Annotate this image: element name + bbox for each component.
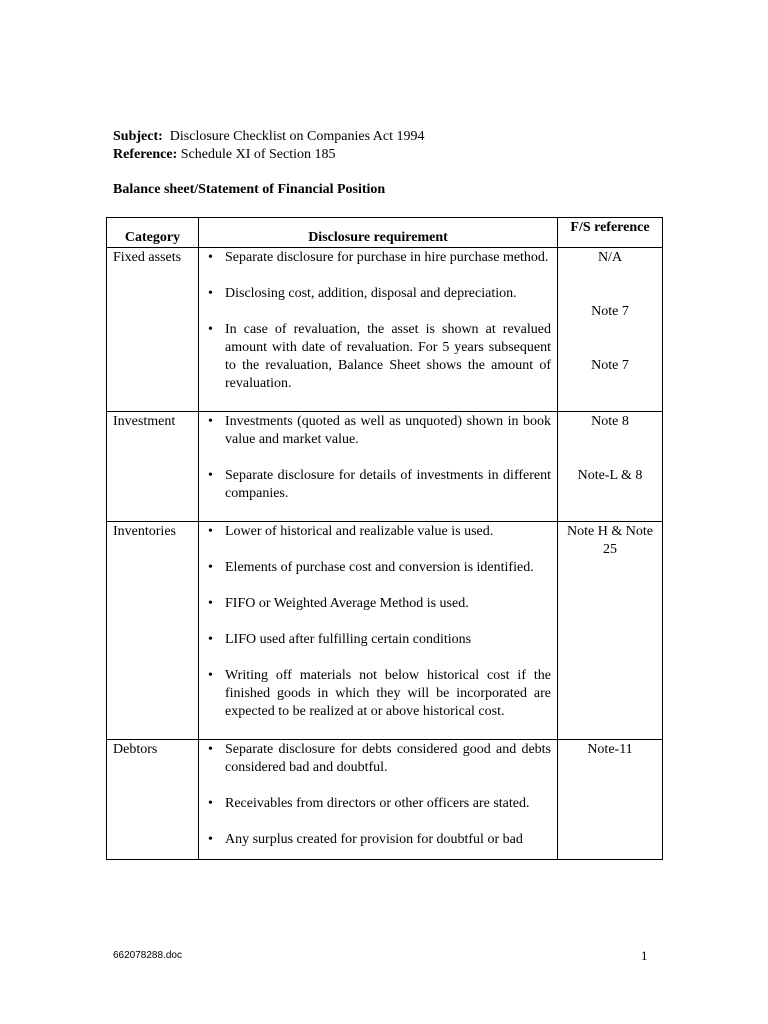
- category-cell: Inventories: [107, 522, 199, 740]
- column-header-category: Category: [107, 218, 199, 248]
- requirement-item: • Lower of historical and realizable value is used.: [208, 523, 551, 541]
- reference-cell: [558, 522, 663, 740]
- table-row: [107, 412, 663, 522]
- requirement-item: • Receivables from directors or other officers are stated.: [208, 795, 551, 813]
- fs-reference: Note H & Note 25: [567, 524, 653, 557]
- category-cell: Investment: [107, 412, 199, 522]
- fs-reference: Note 8: [591, 414, 629, 429]
- table-header-row: [107, 218, 663, 248]
- table-row: [107, 248, 663, 412]
- table-row: [107, 522, 663, 740]
- subject-value: Disclosure Checklist on Companies Act 1994: [169, 129, 425, 144]
- fs-reference: Note-11: [587, 742, 633, 757]
- requirement-item: • Investments (quoted as well as unquoted) shown in book value and market value.: [208, 413, 551, 449]
- footer-filename: 662078288.doc: [113, 950, 182, 961]
- requirement-item: • LIFO used after fulfilling certain conditions: [208, 631, 551, 649]
- fs-reference: Note 7: [591, 304, 629, 319]
- reference-value: Schedule XI of Section 185: [180, 147, 336, 162]
- table-row: [107, 740, 663, 860]
- requirement-item: • FIFO or Weighted Average Method is used.: [208, 595, 551, 613]
- reference-cell: [558, 248, 663, 412]
- subject-label: Subject:: [113, 129, 163, 144]
- requirement-item: • Disclosing cost, addition, disposal and depreciation.: [208, 285, 551, 303]
- document-header: [113, 128, 424, 164]
- requirement-item: • Separate disclosure for details of investments in different companies.: [208, 467, 551, 503]
- requirement-item: • Separate disclosure for purchase in hire purchase method.: [208, 249, 551, 267]
- requirement-cell: [199, 740, 558, 860]
- requirement-item: • Any surplus created for provision for doubtful or bad: [208, 831, 551, 849]
- fs-reference: N/A: [597, 250, 623, 265]
- reference-label: Reference:: [113, 147, 178, 162]
- category-cell: Fixed assets: [107, 248, 199, 412]
- requirement-item: • Separate disclosure for debts considered good and debts considered bad and doubtful.: [208, 741, 551, 777]
- requirement-item: • Elements of purchase cost and conversion is identified.: [208, 559, 551, 577]
- subject-line: [113, 128, 424, 146]
- requirement-item: • In case of revaluation, the asset is shown at revalued amount with date of revaluation. For 5 years subsequent to the revaluation, Balance Sheet shows the amount of revaluation.: [208, 321, 551, 393]
- column-header-fs-reference: F/S reference: [558, 218, 663, 248]
- fs-reference: Note-L & 8: [577, 468, 643, 483]
- page-number: 1: [641, 948, 648, 963]
- requirement-cell: [199, 522, 558, 740]
- reference-cell: [558, 412, 663, 522]
- requirement-cell: [199, 248, 558, 412]
- section-title: Balance sheet/Statement of Financial Position: [113, 182, 386, 197]
- disclosure-table: [106, 217, 663, 860]
- reference-line: [113, 146, 424, 164]
- column-header-requirement: Disclosure requirement: [199, 218, 558, 248]
- requirement-cell: [199, 412, 558, 522]
- reference-cell: [558, 740, 663, 860]
- category-cell: Debtors: [107, 740, 199, 860]
- requirement-item: • Writing off materials not below historical cost if the finished goods in which they will be incorporated are expected to be realized at or above historical cost.: [208, 667, 551, 721]
- fs-reference: Note 7: [591, 358, 629, 373]
